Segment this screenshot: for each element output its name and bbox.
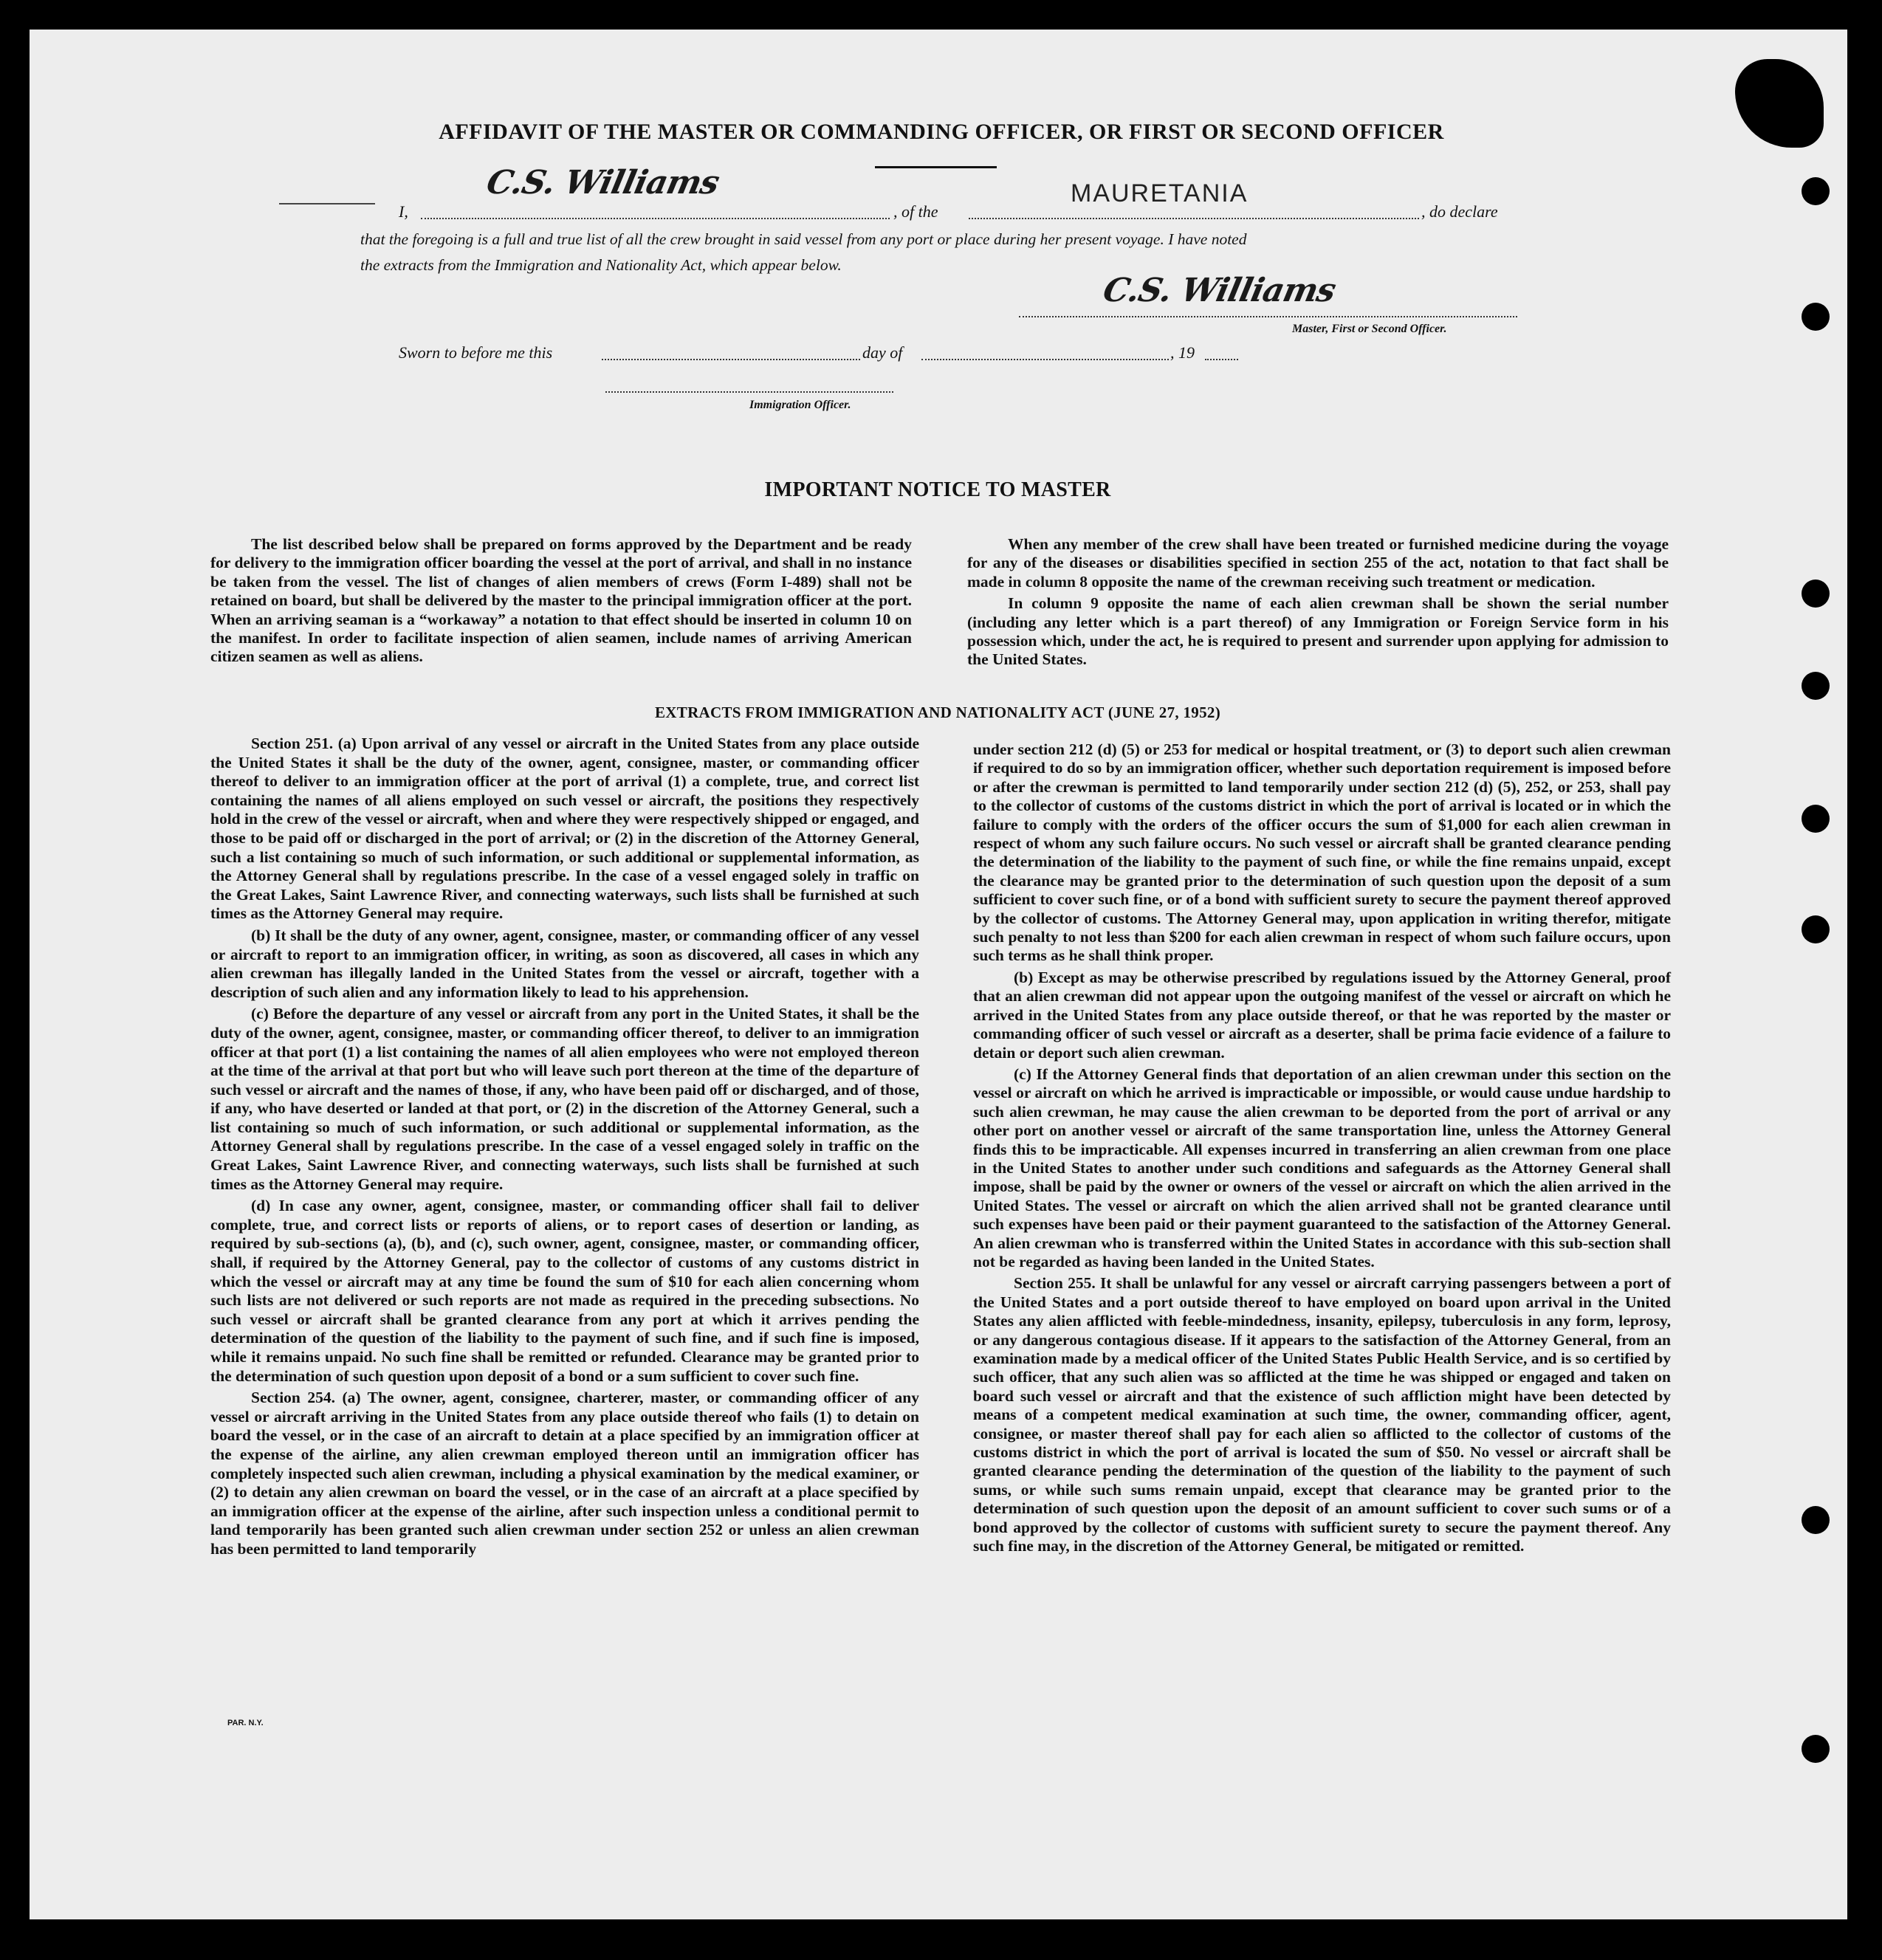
extracts-left-column	[210, 735, 919, 1562]
section-254-a: Section 254. (a) The owner, agent, consignee, charterer, master, or commanding officer of any vessel or aircraft arriving in the United States from any place outside thereof who fails (1) to detain on board the vessel, or in the case of an aircraft to detain at a place specified by an immigration officer at the expense of the airline, any alien crewman employed thereon until an immigration officer has completely inspected such alien crewman, including a physical examination by the medical examiner, or (2) to detain any alien crewman on board the vessel, or in the case of an aircraft at a place specified by an immigration officer at the expense of the airline, after such inspection unless a conditional permit to land temporarily has been granted such alien crewman under section 252 or unless an alien crewman has been permitted to land temporarily	[210, 1389, 919, 1558]
notice-left-paragraph: The list described below shall be prepared on forms approved by the Department and be ready for delivery to the immigration officer boarding the vessel at the port of arrival, and shall in no instance be taken from the vessel. The list of changes of alien members of crews (Form I-489) shall not be retained on board, but shall be delivered by the master to the principal immigration officer at the port. When an arriving seaman is a “workaway” a notation to that effect should be inserted in column 10 on the manifest. In order to facilitate inspection of alien seamen, include names of arriving American citizen seamen as well as aliens.	[210, 535, 912, 666]
binder-hole	[1802, 303, 1830, 331]
officer-signature-name: C.S. Williams	[483, 164, 723, 202]
section-251-d: (d) In case any owner, agent, consignee, master, or commanding officer shall fail to deliver complete, true, and correct lists or reports of aliens, or to report cases of desertion or landing, as required by sub-sections (a), (b), and (c), such owner, agent, consignee, master, or commanding officer, shall, if required by the Attorney General, pay to the collector of customs of any customs district in which the vessel or aircraft may at any time be found the sum of $10 for each alien concerning whom such lists are not delivered or such reports are not made as required in the preceding subsections. No such vessel or aircraft shall be granted clearance from any port at which it arrives pending the determination of the question of the liability to the payment of such fine, and if such fine is imposed, while it remains unpaid. No such fine shall be remitted or refunded. Clearance may be granted prior to the determination of such question upon deposit of a bond or a sum sufficient to cover such fine.	[210, 1197, 919, 1385]
vessel-name: MAURETANIA	[1071, 179, 1249, 207]
binder-hole	[1802, 672, 1830, 700]
binder-hole	[1802, 1506, 1830, 1534]
notice-title: IMPORTANT NOTICE TO MASTER	[764, 478, 1111, 501]
section-251-a: Section 251. (a) Upon arrival of any vessel or aircraft in the United States from any place outside the United States it shall be the duty of the owner, agent, consignee, master, or commanding officer thereof to deliver to an immigration officer at the port of arrival (1) a complete, true, and correct list containing the names of all aliens employed on such vessel or aircraft, the positions they respectively hold in the crew of the vessel or aircraft, when and where they were respectively shipped or engaged, and those to be paid off or discharged in the port of arrival; or (2) in the discretion of the Attorney General, such a list containing so much of such information, or such additional or supplemental information, as the Attorney General shall by regulations prescribe. In the case of a vessel engaged solely in traffic on the Great Lakes, Saint Lawrence River, and connecting waterways, such lists shall be furnished at such times as the Attorney General may require.	[210, 735, 919, 923]
immigration-officer-label: Immigration Officer.	[749, 399, 851, 411]
sworn-day-line	[602, 359, 860, 360]
section-251-c: (c) Before the departure of any vessel or aircraft from any port in the United States, it shall be the duty of the owner, agent, consignee, master, or commanding officer thereof, to deliver to an immigration officer at that port (1) a list containing the names of all alien employees who were not employed thereon at the time of the arrival at that port but who will leave such port thereon at the time of the departure of such vessel or aircraft and the names of those, if any, who have been paid off or discharged, and of those, if any, who have deserted or landed at that port, or (2) in the discretion of the Attorney General, such a list containing so much of such information, or such additional or supplemental information, as the Attorney General shall by regulations prescribe. In the case of a vessel engaged solely in traffic on the Great Lakes, Saint Lawrence River, and connecting waterways, such lists shall be furnished at such times as the Attorney General may require.	[210, 1005, 919, 1193]
do-declare-label: , do declare	[1421, 202, 1498, 221]
statement-line-2: the extracts from the Immigration and Nationality Act, which appear below.	[360, 256, 842, 274]
notice-right-column	[967, 535, 1669, 673]
name-line	[421, 218, 890, 219]
binder-hole	[1802, 915, 1830, 943]
statement-line-1: that the foregoing is a full and true list of all the crew brought in said vessel from any port or place during her present voyage. I have noted	[360, 230, 1247, 248]
section-254-b: (b) Except as may be otherwise prescribed by regulations issued by the Attorney General, proof that an alien crewman did not appear upon the outgoing manifest of the vessel or aircraft on which he arrived in the United States from any place outside thereof, or that he was reported by the master or commanding officer of such vessel or aircraft as a deserter, shall be prima facie evidence of a failure to detain or deport such alien crewman.	[973, 968, 1671, 1062]
binder-hole	[1802, 177, 1830, 205]
notice-right-paragraph-2: In column 9 opposite the name of each alien crewman shall be shown the serial number (including any letter which is a part thereof) of any Immigration or Foreign Service form in his possession which, under the act, he is required to present and surrender upon applying for admission to the United States.	[967, 594, 1669, 669]
section-251-b: (b) It shall be the duty of any owner, agent, consignee, master, or commanding officer of any vessel or aircraft to report to an immigration officer, in writing, as soon as discovered, all cases in which any alien crewman has illegally landed in the United States from the vessel or aircraft, together with a description of such alien and any information likely to lead to his apprehension.	[210, 926, 919, 1001]
binder-hole	[1802, 580, 1830, 608]
sworn-month-line	[921, 359, 1169, 360]
section-254-c: (c) If the Attorney General finds that deportation of an alien crewman under this section on the vessel or aircraft on which he arrived is impracticable or impossible, or would cause undue hardship to such alien crewman, he may cause the alien crewman to be deported from the port of arrival or any other port on another vessel or aircraft of the same transportation line, unless the Attorney General finds this to be impracticable. All expenses incurred in transferring an alien crewman from one place in the United States to another under such conditions and safeguards as the Attorney General shall impose, shall be paid by the owner or owners of the vessel or aircraft on which the alien arrived in the United States. The vessel or aircraft on which the alien arrived shall not be granted clearance until such expenses have been paid or their payment guaranteed to the satisfaction of the Attorney General. An alien crewman who is transferred within the United States in accordance with this sub-section shall not be regarded as having been landed in the United States.	[973, 1065, 1671, 1270]
sworn-label: Sworn to before me this	[399, 343, 553, 362]
vessel-line	[969, 218, 1419, 219]
binder-hole	[1802, 1735, 1830, 1763]
binder-hole	[1802, 805, 1830, 833]
notice-right-paragraph-1: When any member of the crew shall have been treated or furnished medicine during the voyage for any of the diseases or disabilities specified in section 255 of the act, notation to that fact shall be made in column 8 opposite the name of the crewman receiving such treatment or medication.	[967, 535, 1669, 591]
master-label: Master, First or Second Officer.	[1292, 323, 1447, 335]
affidavit-title: AFFIDAVIT OF THE MASTER OR COMMANDING OFFICER, OR FIRST OR SECOND OFFICER	[439, 120, 1444, 144]
extracts-right-column	[973, 740, 1671, 1558]
extracts-title: EXTRACTS FROM IMMIGRATION AND NATIONALITY ACT (JUNE 27, 1952)	[655, 704, 1220, 721]
of-the-label: , of the	[893, 202, 938, 221]
section-255: Section 255. It shall be unlawful for any vessel or aircraft carrying passengers between a port of the United States and a port outside thereof to have employed on board upon arrival in the United States any alien afflicted with feeble-mindedness, insanity, epilepsy, tuberculosis in any form, leprosy, or any dangerous contagious disease. If it appears to the satisfaction of the Attorney General, from an examination made by a medical officer of the United States Public Health Service, and is so certified by such officer, that any such alien was so afflicted at the time he was shipped or engaged and taken on board such vessel or aircraft and that the existence of such affliction might have been detected by means of a competent medical examination at such time, the owner, commanding officer, agent, consignee, or master thereof shall pay for each alien so afflicted to the collector of customs of the customs district in which the port of arrival is located the sum of $50. No vessel or aircraft shall be granted clearance pending the determination of the question of the liability to the payment of such sums, or while such sums remain unpaid, except that clearance may be granted prior to the determination of such question upon the deposit of an amount sufficient to cover such sums or of a bond approved by the collector of customs with sufficient surety to secure the payment thereof. Any such fine may, in the discretion of the Attorney General, be mitigated or remitted.	[973, 1274, 1671, 1555]
notice-left-column	[210, 535, 912, 670]
title-rule	[875, 166, 997, 168]
torn-corner	[1735, 59, 1824, 148]
section-254-a-continued: under section 212 (d) (5) or 253 for medical or hospital treatment, or (3) to deport such alien crewman if required to do so by an immigration officer, whether such deportation requirement is imposed before or after the crewman is permitted to land temporarily under section 212 (d) (5), 252, or 253, shall pay to the collector of customs of the customs district in which the port of arrival is located or in which the failure to comply with the orders of the officer occurs the sum of $1,000 for each alien crewman in respect of whom any such failure occurs. No such vessel or aircraft shall be granted clearance pending the determination of the liability to the payment of such fine, or while the fine remains unpaid, except the clearance may be granted prior to the determination of such question upon the deposit of a sum sufficient to cover such fine, or of a bond with sufficient surety to secure the payment thereof approved by the collector of customs. The Attorney General may, upon application in writing therefor, mitigate such penalty to not less than $200 for each alien crewman in respect of whom such failure occurs, upon such terms as he shall think proper.	[973, 740, 1671, 965]
day-of-label: day of	[862, 343, 903, 362]
master-signature: C.S. Williams	[1099, 272, 1339, 309]
officer-signature-line	[605, 391, 893, 393]
printer-mark: PAR. N.Y.	[227, 1719, 264, 1727]
declare-lead: I,	[399, 202, 408, 221]
year-label: , 19	[1170, 343, 1195, 362]
year-line	[1205, 359, 1238, 360]
margin-mark	[279, 203, 375, 204]
master-signature-line	[1019, 316, 1517, 317]
